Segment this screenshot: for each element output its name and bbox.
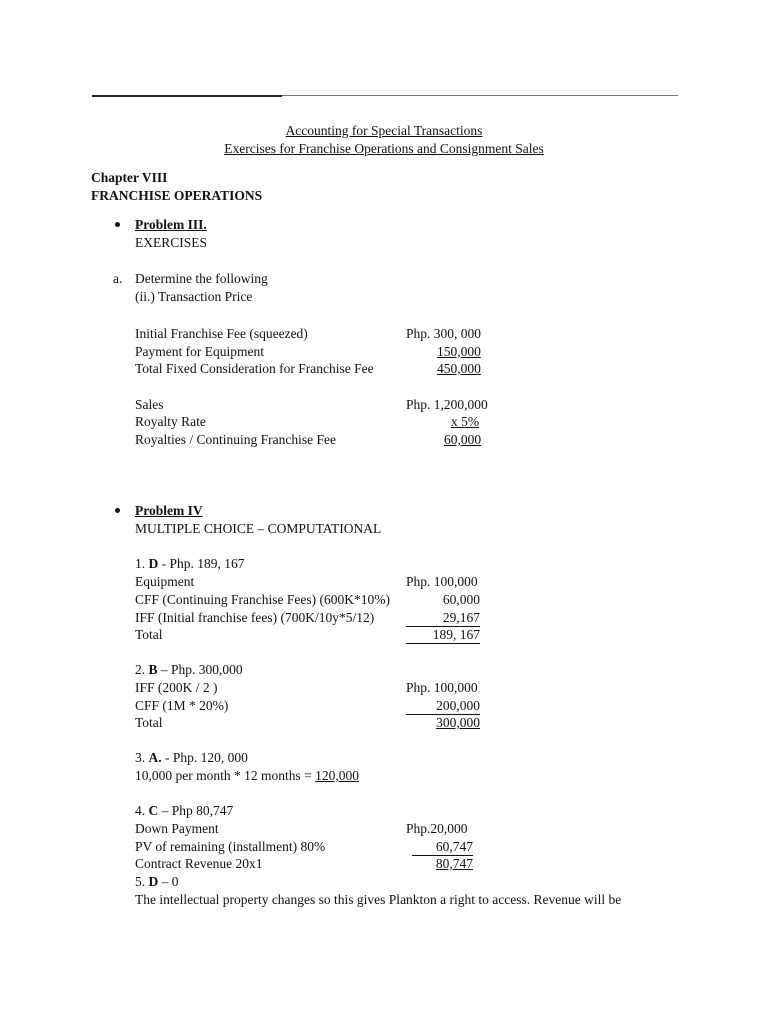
row-label: PV of remaining (installment) 80%	[135, 839, 326, 854]
row-label: CFF (Continuing Franchise Fees) (600K*10%)	[135, 592, 390, 607]
row-value: Php.20,000	[406, 821, 468, 836]
row-value: Php. 300, 000	[406, 326, 482, 341]
header-rule-thin	[282, 95, 678, 96]
row-label: Royalty Rate	[135, 414, 206, 429]
row-value: 189, 167	[406, 627, 480, 644]
row-value: 80,747	[435, 856, 473, 871]
row-value: 450,000	[437, 361, 481, 376]
question-1: 1. D - Php. 189, 167	[135, 556, 245, 571]
question-2: 2. B – Php. 300,000	[135, 662, 243, 677]
chapter-number: Chapter VIII	[91, 170, 168, 185]
problem4-heading: Problem IV	[135, 503, 203, 518]
item-sub: (ii.) Transaction Price	[135, 289, 253, 304]
row-value: 29,167	[406, 610, 480, 627]
problem3-heading: Problem III.	[135, 217, 207, 232]
row-value: 60,000	[442, 592, 480, 607]
row-value-container	[406, 610, 480, 627]
row-label: Sales	[135, 397, 164, 412]
row-label: Initial Franchise Fee (squeezed)	[135, 326, 308, 341]
row-value-container	[406, 698, 480, 715]
row-value: 60,747	[412, 839, 473, 856]
row-label: Down Payment	[135, 821, 219, 836]
document-title: Accounting for Special Transactions	[285, 123, 483, 138]
row-label: Royalties / Continuing Franchise Fee	[135, 432, 336, 447]
row-value: 150,000	[437, 344, 481, 359]
row-value: 200,000	[406, 698, 480, 715]
row-value: 300,000	[436, 715, 480, 730]
row-label: Total Fixed Consideration for Franchise Fee	[135, 361, 374, 376]
document-subtitle: Exercises for Franchise Operations and Consignment Sales	[224, 141, 544, 156]
row-value-container	[406, 627, 480, 644]
question-3-line: 10,000 per month * 12 months = 120,000	[135, 768, 359, 783]
question-5-text: The intellectual property changes so this gives Plankton a right to access. Revenue will be	[135, 892, 622, 907]
problem4-subheading: MULTIPLE CHOICE – COMPUTATIONAL	[135, 521, 382, 536]
question-5: 5. D – 0	[135, 874, 179, 889]
item-letter: a.	[113, 271, 123, 286]
row-label: Contract Revenue 20x1	[135, 856, 263, 871]
row-value: Php. 100,000	[406, 574, 478, 589]
row-label: Total	[135, 627, 163, 642]
row-label: Payment for Equipment	[135, 344, 264, 359]
problem3-subheading: EXERCISES	[135, 235, 208, 250]
row-value: Php. 1,200,000	[406, 397, 488, 412]
header-rule-thick	[92, 95, 282, 97]
question-3: 3. A. - Php. 120, 000	[135, 750, 248, 765]
row-label: IFF (200K / 2 )	[135, 680, 218, 695]
row-label: Total	[135, 715, 163, 730]
bullet-icon	[115, 508, 120, 513]
row-value: Php. 100,000	[406, 680, 478, 695]
row-value-container	[412, 839, 473, 856]
row-label: IFF (Initial franchise fees) (700K/10y*5/12)	[135, 610, 375, 625]
row-value: x 5%	[451, 414, 480, 429]
bullet-icon	[115, 222, 120, 227]
row-label: Equipment	[135, 574, 195, 589]
row-value: 60,000	[444, 432, 482, 447]
question-4: 4. C – Php 80,747	[135, 803, 234, 818]
chapter-name: FRANCHISE OPERATIONS	[91, 188, 263, 203]
row-label: CFF (1M * 20%)	[135, 698, 229, 713]
item-text: Determine the following	[135, 271, 268, 286]
